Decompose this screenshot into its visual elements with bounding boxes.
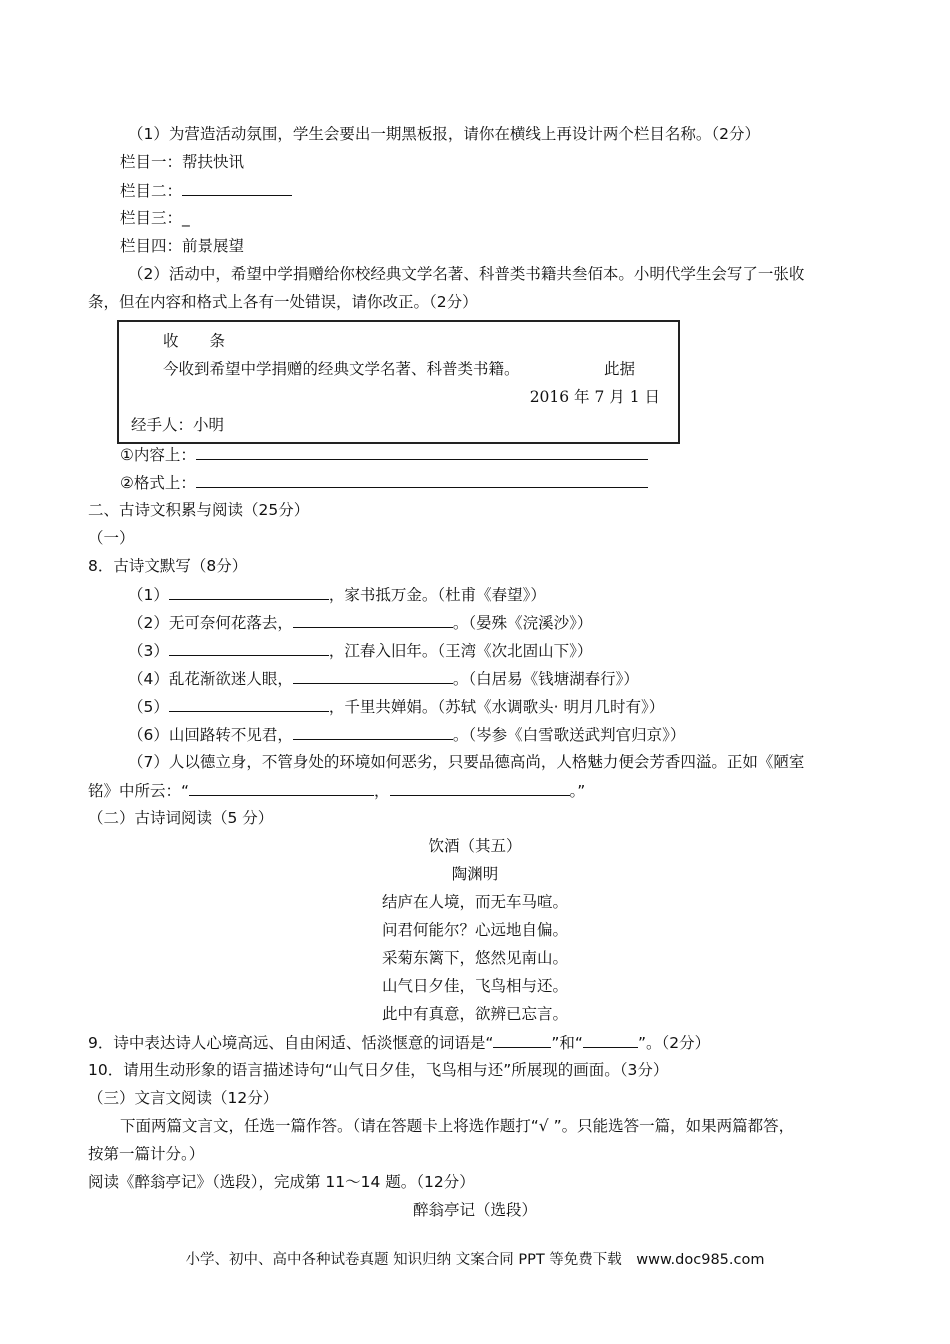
poem-line-2: 问君何能尔？心远地自偏。	[381, 921, 568, 939]
poem-author: 陶渊明	[451, 865, 499, 883]
format-correction-blank[interactable]	[196, 472, 648, 488]
q8-item-3-blank[interactable]	[169, 640, 329, 656]
q8-title: 8．古诗文默写（8分）	[88, 557, 248, 575]
q8-item-7-line2: 铭》中所云：“ ， 。”	[88, 782, 586, 800]
poem-title: 饮酒（其五）	[428, 837, 522, 855]
receipt-cijiu: 此据	[604, 360, 636, 378]
poem-line-3: 采菊东篱下，悠然见南山。	[381, 949, 568, 967]
q8-item-4: （4）乱花渐欲迷人眼， 。（白居易《钱塘湖春行》）	[128, 670, 639, 688]
format-correction: ②格式上：	[120, 472, 648, 493]
q8-item-7-line1: （7）人以德立身，不管身处的环境如何恶劣，只要品德高尚，人格魅力便会芳香四溢。正如《陋室	[128, 753, 805, 771]
q8-item-3: （3） ，江春入旧年。（王湾《次北固山下》）	[128, 642, 593, 660]
column-two-blank[interactable]	[182, 180, 292, 196]
q8-item-4-blank[interactable]	[293, 668, 453, 684]
receipt-body: 今收到希望中学捐赠的经典文学名著、科普类书籍。	[163, 360, 520, 378]
q8-item-2: （2）无可奈何花落去， 。（晏殊《浣溪沙》）	[128, 614, 593, 632]
q10: 10．请用生动形象的语言描述诗句“山气日夕佳，飞鸟相与还”所展现的画面。（3分）	[88, 1061, 669, 1079]
subsection-3: （三）文言文阅读（12分）	[88, 1089, 279, 1107]
q8-item-7-blank-2[interactable]	[390, 780, 570, 796]
receipt-date: 2016 年 7 月 1 日	[529, 388, 660, 406]
column-one: 栏目一：帮扶快讯	[120, 153, 245, 171]
receipt-box	[117, 320, 680, 444]
poem-line-4: 山气日夕佳，飞鸟相与还。	[381, 977, 568, 995]
instruction-line1: 下面两篇文言文，任选一篇作答。（请在答题卡上将选作题打“√ ”。只能选答一篇，如果两篇都答，	[120, 1117, 795, 1135]
section-2-heading: 二、古诗文积累与阅读（25分）	[88, 501, 310, 519]
q8-item-7-blank-1[interactable]	[189, 780, 374, 796]
q8-item-2-blank[interactable]	[293, 612, 453, 628]
q8-item-6-blank[interactable]	[293, 724, 453, 740]
q8-item-6: （6）山回路转不见君， 。（岑参《白雪歌送武判官归京》）	[128, 726, 686, 744]
q8-item-5-blank[interactable]	[169, 696, 329, 712]
instruction-line2: 按第一篇计分。）	[88, 1145, 205, 1163]
poem-line-1: 结庐在人境，而无车马喧。	[381, 893, 568, 911]
q9-blank-1[interactable]	[493, 1032, 551, 1048]
column-four: 栏目四：前景展望	[120, 237, 245, 255]
column-three[interactable]: 栏目三：_	[120, 209, 190, 227]
reading-instruction: 阅读《醉翁亭记》（选段），完成第 11～14 题。（12分）	[88, 1173, 475, 1191]
page-footer: 小学、初中、高中各种试卷真题 知识归纳 文案合同 PPT 等免费下载 www.doc985.com	[185, 1252, 765, 1268]
q8-item-5: （5） ，千里共婵娟。（苏轼《水调歌头· 明月几时有》）	[128, 698, 665, 716]
q9-blank-2[interactable]	[583, 1032, 638, 1048]
subsection-1: （一）	[88, 529, 135, 547]
q8-item-1: （1） ，家书抵万金。（杜甫《春望》）	[128, 586, 546, 604]
q2-prompt-line2: 条，但在内容和格式上各有一处错误，请你改正。（2分）	[88, 293, 478, 311]
receipt-handler: 经手人：小明	[131, 416, 225, 434]
passage-title: 醉翁亭记（选段）	[412, 1201, 537, 1219]
q9: 9．诗中表达诗人心境高远、自由闲适、恬淡惬意的词语是“ ”和“ ”。（2分）	[88, 1034, 711, 1052]
receipt-title: 收 条	[163, 332, 226, 350]
q2-prompt-line1: （2）活动中，希望中学捐赠给你校经典文学名著、科普类书籍共叁佰本。小明代学生会写了一张收	[128, 265, 805, 283]
column-two: 栏目二：	[120, 180, 292, 201]
q8-item-1-blank[interactable]	[169, 584, 329, 600]
subsection-2: （二）古诗词阅读（5 分）	[88, 809, 274, 827]
content-correction-blank[interactable]	[196, 444, 648, 460]
content-correction: ①内容上：	[120, 444, 648, 465]
poem-line-5: 此中有真意，欲辨已忘言。	[381, 1005, 568, 1023]
q1-prompt: （1）为营造活动氛围，学生会要出一期黑板报，请你在横线上再设计两个栏目名称。（2分）	[128, 125, 760, 143]
